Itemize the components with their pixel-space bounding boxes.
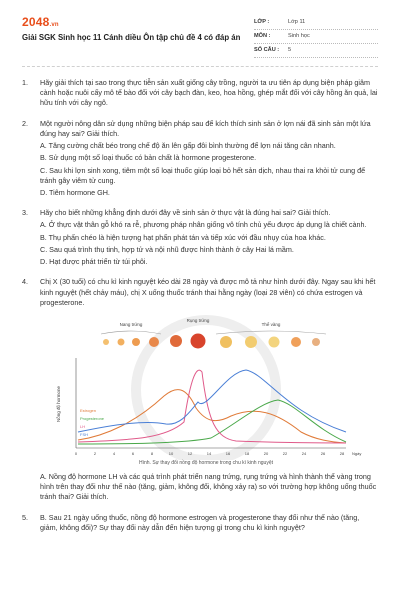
option-d: D. Tiêm hormone GH. [40,187,110,197]
x-axis-label: Ngày [352,450,362,456]
follicle-stage [170,335,182,347]
meta-grade: LỚP : Lớp 11 [254,16,378,30]
corpus-stage [291,337,301,347]
series-progesterone [78,400,346,444]
follicle-stages [103,333,320,348]
site-logo[interactable]: 2048.vn [22,15,59,29]
follicle-stage [118,338,125,345]
hormone-chart [46,312,366,460]
option-b: B. Sử dụng một số loại thuốc có bản chất là hormone progesterone. [40,153,257,163]
option-d: D. Hạt được phát triển từ túi phôi. [40,257,148,267]
legend-estrogen: Estrogen [80,407,97,413]
x-tick: 0 [74,450,78,456]
x-tick: 18 [244,450,250,456]
x-tick: 22 [282,450,288,456]
question-5: 5. B. Sau 21 ngày uống thuốc, nồng độ hormone estrogen và progesterone thay đổi như thế nào (tăng, giảm, không đổi)? Sự thay đổi này dẫn đến hiện tượng gì trong chu kì kinh nguyệt? [22,512,360,532]
figure-caption: Hình. Sự thay đổi nồng độ hormone trong chu kì kinh nguyệt [139,459,273,466]
follicle-bracket [101,331,161,334]
corpus-stage [220,336,232,348]
x-tick: 12 [187,450,193,456]
x-tick: 24 [301,450,307,456]
x-tick: 6 [131,450,135,456]
option-a: A. Ở thực vật thân gỗ khó ra rễ, phương pháp nhân giống vô tính chủ yếu được áp dụng là chiết cành. [40,220,367,230]
meta-subject: MÔN : Sinh học [254,30,378,44]
x-tick: 26 [320,450,326,456]
question-1: 1. Hãy giải thích tại sao trong thực tiễn sản xuất giống cây trồng, người ta ưu tiên áp dụng biện pháp giâm cành hoặc nuôi cấy mô tế bào đối với cây bạch đàn, keo, hoa hồng, ghép mắt đối với cây hồng ăn quả, lai hữu tính với cây ngô. [22,78,378,108]
option-b: B. Thụ phấn chéo là hiện tượng hạt phấn phát tán và tiếp xúc với đầu nhụy của hoa khác. [40,232,326,242]
question-4: 4. Chị X (30 tuổi) có chu kì kinh nguyệt kéo dài 28 ngày và được mô tả như hình dưới đây. Ngay sau khi hết kinh nguyệt (hết chảy máu), chị X uống thuốc tránh thai hằng ngày (loại 28 viên) có chứa estrogen và progesterone. Nang trứng Rụng trứng Thể vàng Nồng độ hormone Estrogen Progesterone LH FSH 0 2 4 6 8 10 12 14 16 18 20 22 24 26 28 Ngày Hình. Sự thay đổi nồng độ hormone trong chu kì kinh nguyệt A. Nồng độ hormone LH và các quá trình phát triển nang trứng, rụng trứng và hình thành thể vàng trong hình trên thay đổi như thế nào (tăng, giảm, không đổi, không xảy ra) so với trường hợp không uống thuốc tránh thai? Giải thích. [22,277,377,502]
question-2: 2. Một người nông dân sử dụng những biện pháp sau để kích thích sinh sản ở lợn nái đã sinh sản một lứa đúng hay sai? Giải thích. A. Tăng cường chất béo trong chế độ ăn lên gấp đôi bình thường để lợn nái tăng cân nhanh. B. Sử dụng một số loại thuốc có bản chất là hormone progesterone. C. Sau khi lợn sinh xong, tiêm một số loại thuốc giúp loại bỏ hết sản dịch, nhau thai ra khỏi tử cung để tránh gây viêm tử cung. D. Tiêm hormone GH. [22,119,378,199]
header-divider [22,66,378,67]
corpus-stage [269,336,280,347]
x-tick: 10 [168,450,174,456]
question-list [22,78,378,543]
follicle-stage [132,338,140,346]
legend-fsh: FSH [80,431,88,437]
legend-lh: LH [80,423,86,429]
x-tick: 2 [93,450,97,456]
series-fsh [78,370,346,432]
document-meta [254,16,378,58]
corpus-bracket [216,331,326,334]
follicle-stage [149,337,159,347]
question-3: 3. Hãy cho biết những khẳng định dưới đây về sinh sản ở thực vật là đúng hai sai? Giải thích. A. Ở thực vật thân gỗ khó ra rễ, phương pháp nhân giống vô tính chủ yếu được áp dụng là chiết cành. B. Thụ phấn chéo là hiện tượng hạt phấn phát tán và tiếp xúc với đầu nhụy của hoa khác. C. Sau quá trình thụ tinh, hợp tử và nội nhũ được hình thành ở cây Hai lá mầm. D. Hạt được phát triển từ túi phôi. [22,208,378,267]
option-c: C. Sau quá trình thụ tinh, hợp tử và nội nhũ được hình thành ở cây Hai lá mầm. [40,244,294,254]
x-tick: 28 [339,450,345,456]
meta-count: SỐ CÂU : 5 [254,44,378,58]
follicle-stage [103,339,109,345]
x-tick: 4 [112,450,116,456]
corpus-stage [245,336,257,348]
document-header [22,14,378,60]
x-tick: 20 [263,450,269,456]
x-tick: 16 [225,450,231,456]
label-corpus: Thể vàng [261,321,281,327]
x-ticks [75,451,345,456]
ovulation-stage [191,333,206,348]
corpus-stage [312,338,320,346]
label-ovulation: Rụng trứng [186,317,210,323]
option-c: C. Sau khi lợn sinh xong, tiêm một số loại thuốc giúp loại bỏ hết sản dịch, nhau thai ra khỏi tử cung để tránh gây viêm tử cung. [40,165,366,185]
series-lh [78,370,346,443]
legend-progesterone: Progesterone [80,415,105,421]
label-follicle: Nang trứng [119,321,143,327]
hormone-cycle-figure [46,312,366,468]
option-a: A. Tăng cường chất béo trong chế độ ăn lên gấp đôi bình thường để lợn nái tăng cân nhanh. [40,141,336,151]
x-tick: 14 [206,450,212,456]
y-axis-label: Nồng độ hormone [56,385,61,422]
x-tick: 8 [150,450,154,456]
document-title: Giải SGK Sinh học 11 Cánh diều Ôn tập chủ đề 4 có đáp án [22,33,241,42]
